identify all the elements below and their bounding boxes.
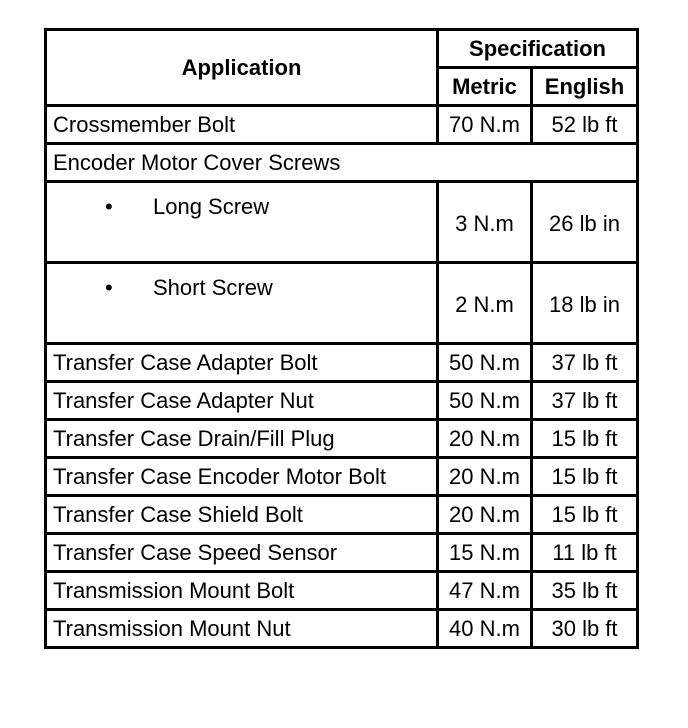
metric-header: Metric <box>438 68 532 106</box>
table-row <box>46 610 638 648</box>
metric-cell: 3 N.m <box>438 182 532 263</box>
application-cell: Transmission Mount Nut <box>46 610 438 648</box>
application-cell: Transfer Case Shield Bolt <box>46 496 438 534</box>
specification-header: Specification <box>438 30 638 68</box>
english-cell: 18 lb in <box>532 263 638 344</box>
english-cell: 15 lb ft <box>532 420 638 458</box>
metric-cell: 50 N.m <box>438 344 532 382</box>
application-cell: Transfer Case Encoder Motor Bolt <box>46 458 438 496</box>
application-cell: Crossmember Bolt <box>46 106 438 144</box>
application-text: Short Screw <box>153 275 273 300</box>
metric-cell: 20 N.m <box>438 420 532 458</box>
bullet-icon: • <box>105 194 113 219</box>
metric-cell: 47 N.m <box>438 572 532 610</box>
header-row-top <box>46 30 638 68</box>
metric-cell: 70 N.m <box>438 106 532 144</box>
table-row <box>46 344 638 382</box>
metric-cell: 15 N.m <box>438 534 532 572</box>
english-cell: 37 lb ft <box>532 344 638 382</box>
table-row <box>46 458 638 496</box>
table-row <box>46 382 638 420</box>
bullet-icon: • <box>105 275 113 300</box>
table-row <box>46 572 638 610</box>
application-cell: Transfer Case Drain/Fill Plug <box>46 420 438 458</box>
section-row <box>46 144 638 182</box>
english-header: English <box>532 68 638 106</box>
application-text: Long Screw <box>153 194 270 219</box>
application-cell: Transfer Case Adapter Bolt <box>46 344 438 382</box>
metric-cell: 50 N.m <box>438 382 532 420</box>
metric-cell: 40 N.m <box>438 610 532 648</box>
english-cell: 35 lb ft <box>532 572 638 610</box>
application-header: Application <box>46 30 438 106</box>
english-cell: 30 lb ft <box>532 610 638 648</box>
table-row <box>46 263 638 344</box>
metric-cell: 20 N.m <box>438 496 532 534</box>
table-row <box>46 106 638 144</box>
english-cell: 11 lb ft <box>532 534 638 572</box>
application-cell: Transmission Mount Bolt <box>46 572 438 610</box>
specification-table <box>44 28 639 649</box>
table-row <box>46 182 638 263</box>
application-cell: Transfer Case Adapter Nut <box>46 382 438 420</box>
table-row <box>46 496 638 534</box>
metric-cell: 2 N.m <box>438 263 532 344</box>
application-cell <box>46 182 438 263</box>
application-cell: Transfer Case Speed Sensor <box>46 534 438 572</box>
table-row <box>46 534 638 572</box>
english-cell: 52 lb ft <box>532 106 638 144</box>
english-cell: 37 lb ft <box>532 382 638 420</box>
application-cell <box>46 263 438 344</box>
table-row <box>46 420 638 458</box>
section-heading: Encoder Motor Cover Screws <box>46 144 638 182</box>
metric-cell: 20 N.m <box>438 458 532 496</box>
english-cell: 26 lb in <box>532 182 638 263</box>
english-cell: 15 lb ft <box>532 458 638 496</box>
english-cell: 15 lb ft <box>532 496 638 534</box>
